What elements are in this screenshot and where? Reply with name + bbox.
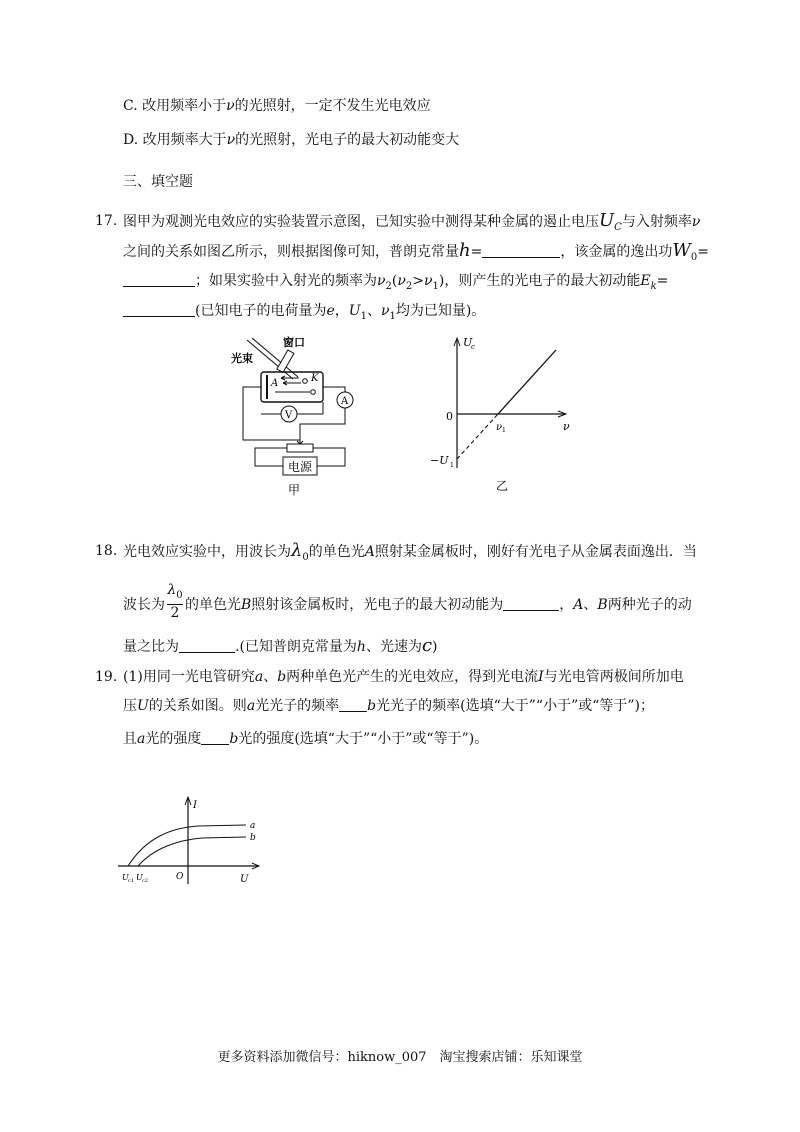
q17-l4-sep1: ， [334, 303, 349, 319]
q19-l3-a: a [137, 731, 146, 747]
neg-u1-label-sub: 1 [450, 462, 454, 469]
option-d-pre: 改用频率大于 [142, 132, 227, 148]
q17-l2-eq2: = [697, 244, 709, 260]
q19-l1b: 两种单色光产生的光电效应，得到光电流 [286, 669, 539, 685]
option-d-sym: ν [226, 132, 236, 148]
cathode-label: K [311, 373, 319, 384]
section-title: 三、填空题 [123, 174, 193, 190]
q18-l1-A: A [364, 544, 375, 560]
q18-l2c: 照射该金属板时，光电子的最大初动能为 [251, 597, 504, 613]
q17-l4-U1: U [348, 303, 361, 319]
y-axis-label-sub: c [471, 343, 475, 351]
iu-y-label: I [193, 800, 197, 811]
q18-l1a: 光电效应实验中，用波长为 [123, 544, 291, 560]
q17-l3-nu1: ν [423, 273, 433, 289]
uc1-label-sub: c1 [128, 878, 134, 884]
q17-l4-nu1: ν [380, 303, 390, 319]
q18-l2-B: B [241, 597, 252, 613]
dashed-extension [457, 414, 498, 459]
q17-l1b: 与入射频率 [621, 214, 692, 230]
q19-l2b: 的关系如图。则 [148, 698, 247, 714]
q17-l3b: ，则产生的光电子的最大初动能 [444, 273, 641, 289]
neg-u1-label: −U [430, 454, 449, 467]
q18-l3a: 量之比为 [123, 639, 179, 655]
power-wire-left [255, 448, 287, 466]
q19-l2-b: b [367, 698, 377, 714]
q17-l2a: 之间的关系如图乙所示，则根据图像可知，普朗克常量 [123, 244, 459, 260]
q17-l3-cmp: > [412, 273, 424, 289]
q18-l3-h: h [356, 639, 366, 655]
power-label: 电源 [288, 460, 313, 474]
q17-l4b: 均为已知量)。 [395, 303, 486, 319]
q18-l3d: ) [432, 639, 438, 655]
q19-l1-a: a [254, 669, 264, 685]
figure-iu-graph [118, 796, 268, 890]
option-c-post: 的光照射，一定不发生光电效应 [234, 98, 431, 114]
q18-frac-num: λ [167, 582, 177, 598]
q17-l3-nu2b: ν [397, 273, 406, 289]
q19-number: 19. [95, 669, 118, 685]
q19-l1c: 与光电管两极间所加电 [543, 669, 684, 685]
option-c [123, 96, 431, 116]
q18-l2-A: A [573, 597, 584, 613]
beam-label: 光束 [231, 352, 253, 365]
q18-l2-sep: 、 [583, 597, 598, 613]
q19-l3a: 且 [123, 731, 137, 747]
option-d [123, 130, 459, 150]
q17-line1 [123, 211, 700, 238]
q19-l2d: 光光子的频率(选填“大于”“小于”或“等于”)； [376, 698, 655, 714]
figure-circuit-diagram [225, 334, 360, 500]
q19-l3c: 光的强度(选填“大于”“小于”或“等于”)。 [238, 731, 489, 747]
ammeter-label: A [341, 396, 349, 407]
q18-l1-lsub: 0 [302, 551, 309, 563]
q18-number: 18. [95, 543, 118, 559]
x-axis-label: ν [563, 420, 570, 433]
q17-l2-W: W [672, 240, 691, 261]
q17-l2-eq: = [470, 244, 483, 260]
q17-line3 [123, 271, 668, 297]
iu-origin: O [176, 872, 184, 882]
q17-l3-nu2bsub: 2 [405, 280, 413, 292]
q19-l1-I: I [538, 669, 544, 685]
q18-l2a: 波长为 [123, 597, 165, 613]
uc1-label: U [122, 873, 129, 882]
q17-l2-Wsub: 0 [690, 251, 698, 263]
uc2-label: U [136, 873, 143, 882]
option-d-post: 的光照射，光电子的最大初动能变大 [235, 132, 460, 148]
power-wire-right [313, 448, 345, 466]
q18-line2 [123, 595, 692, 615]
q17-line4 [123, 301, 485, 327]
q18-l3c: 、光速为 [365, 639, 422, 655]
q17-blank-h[interactable] [482, 243, 560, 258]
q18-l1-lambda: λ [291, 540, 303, 561]
cathode-terminal [303, 379, 308, 384]
q19-blank-intensity[interactable] [201, 730, 229, 745]
q18-l3b: .(已知普朗克常量为 [235, 639, 357, 655]
q17-l4a: (已知电子的电荷量为 [195, 303, 327, 319]
q19-l1-b: b [277, 669, 287, 685]
q19-l3-b: b [229, 731, 239, 747]
q17-blank-w0[interactable] [123, 272, 195, 287]
q17-l4-nu1sub: 1 [389, 310, 396, 322]
y-axis-label: U [463, 336, 473, 349]
q17-number: 17. [95, 213, 118, 229]
figure-b-caption: 乙 [496, 479, 509, 493]
q17-l1-Usub: C [614, 221, 622, 233]
q18-line3 [123, 636, 438, 657]
q19-l2-U: U [137, 698, 149, 714]
q17-l3-nu2: ν [377, 273, 386, 289]
q17-l4-e: e [326, 303, 335, 319]
q17-l4-U1sub: 1 [360, 310, 367, 322]
rheostat-slider [297, 440, 303, 444]
q17-l3-paren-close: ) [438, 273, 445, 289]
q18-l2-B2: B [597, 597, 608, 613]
q18-l1b: 的单色光 [308, 544, 365, 560]
q18-blank-ratio[interactable] [179, 638, 235, 653]
q17-l3-E: E [640, 273, 651, 289]
q19-l2-a: a [246, 698, 256, 714]
rheostat [287, 444, 313, 452]
q18-l2d: ， [559, 597, 574, 613]
q17-l3-Esub: k [650, 280, 657, 292]
q19-l2c: 光光子的频率 [255, 698, 340, 714]
option-c-sym: ν [226, 98, 235, 114]
q17-l3-nu1sub: 1 [432, 280, 439, 292]
footer-text: 更多资料添加微信号：hiknow_007 淘宝搜索店铺：乐知课堂 [217, 1050, 583, 1065]
nu1-label: ν [496, 422, 503, 433]
q19-line2 [123, 696, 654, 716]
q18-l2e: 两种光子的动 [607, 597, 692, 613]
cathode-terminal-2 [311, 390, 316, 395]
circuit-right-wire [323, 387, 345, 392]
q19-line3 [123, 729, 488, 749]
q17-l3a: ；如果实验中入射光的频率为 [195, 273, 377, 289]
q17-line2 [123, 241, 709, 268]
option-c-pre: 改用频率小于 [142, 98, 227, 114]
q18-frac-num-sub: 0 [176, 589, 183, 601]
curve-b-label: b [250, 833, 256, 843]
q18-l3-cc: c [421, 635, 433, 656]
q19-l2a: 压 [123, 698, 137, 714]
figure-a-caption: 甲 [288, 483, 301, 497]
q17-l1-nu: ν [691, 214, 701, 230]
option-c-letter: C. [123, 98, 138, 114]
q18-l1c: 照射某金属板时，刚好有光电子从金属表面逸出．当 [374, 544, 697, 560]
curve-a [128, 825, 246, 866]
q17-l1a: 图甲为观测光电效应的实验装置示意图，已知实验中测得某种金属的遏止电压 [123, 214, 599, 230]
q19-l1-sep: 、 [263, 669, 278, 685]
q18-blank-ek[interactable] [503, 596, 559, 611]
q17-l3-nu2sub: 2 [385, 280, 392, 292]
q18-l2b: 的单色光 [185, 597, 241, 613]
origin-label: 0 [446, 410, 453, 423]
q17-l3-paren-open: ( [391, 273, 398, 289]
option-d-letter: D. [123, 132, 139, 148]
nu1-label-sub: 1 [502, 427, 506, 434]
q17-l4-sep2: 、 [366, 303, 381, 319]
figure-uc-nu-graph [420, 330, 590, 500]
iu-x-label: U [240, 874, 249, 885]
voltmeter-wire-right [297, 402, 323, 414]
q18-line1 [123, 541, 697, 568]
q17-l3-eq: = [656, 273, 669, 289]
voltmeter-label: V [285, 410, 293, 421]
anode-label: A [271, 378, 279, 389]
q17-l2b: ，该金属的逸出功 [560, 244, 673, 260]
window-label: 窗口 [283, 336, 305, 349]
q19-l1a: (1)用同一光电管研究 [123, 669, 255, 685]
solid-line [498, 350, 556, 414]
q18-frac-den: 2 [170, 604, 180, 621]
curve-a-label: a [250, 821, 256, 831]
q17-l1-U: U [599, 210, 615, 231]
q19-blank-freq[interactable] [339, 697, 367, 712]
curve-b [138, 837, 246, 866]
q17-l2-h: h [459, 240, 471, 261]
q17-blank-ek[interactable] [123, 302, 195, 317]
q19-line1 [123, 667, 684, 687]
uc2-label-sub: c2 [142, 878, 148, 884]
q19-l3b: 光的强度 [145, 731, 202, 747]
